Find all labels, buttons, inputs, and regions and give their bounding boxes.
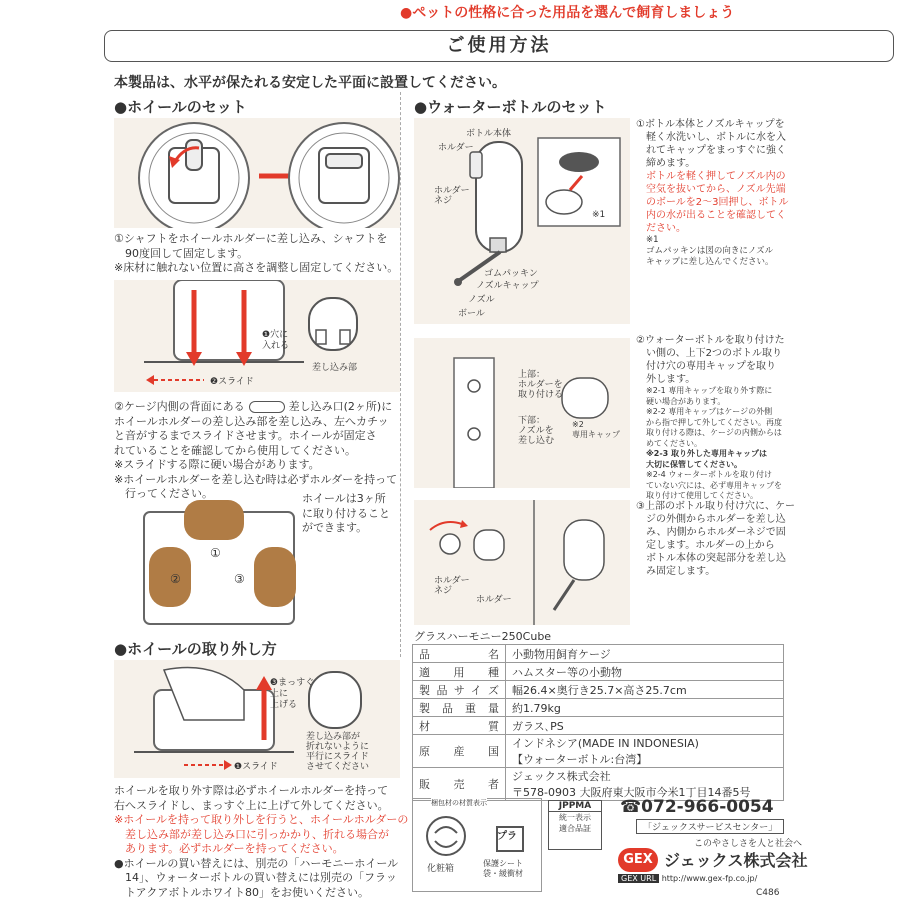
text-line: 外します。 xyxy=(636,374,696,385)
spec-value: ハムスター等の小動物 xyxy=(506,663,784,681)
jppma-badge xyxy=(548,800,602,850)
product-code: C486 xyxy=(756,888,780,898)
label-special-cap: ※2 専用キャップ xyxy=(572,420,620,439)
text-line: 行ってください。 xyxy=(114,487,213,500)
red-line: 空気を抜いてから、ノズル先端 xyxy=(646,184,786,195)
note-line: めてください。 xyxy=(646,438,702,448)
spec-key: 販売者 xyxy=(413,768,506,801)
wheel-remove-heading: ●ホイールの取り外し方 xyxy=(114,640,277,658)
bottle-diagram xyxy=(414,118,630,324)
bottle-step3 xyxy=(636,500,795,578)
warning-line: あります。必ずホルダーを持ってください。 xyxy=(114,842,344,855)
red-line: ボトルを軽く押してノズル内の xyxy=(646,171,786,182)
text-line: ②ケージ内側の背面にある xyxy=(114,400,245,413)
jppma-title: JPPMA xyxy=(549,801,601,812)
label-ball: ボール xyxy=(458,309,485,319)
bottle-step1 xyxy=(636,118,789,268)
plastic-mark: プラ xyxy=(497,831,517,842)
cap-diagram xyxy=(414,338,630,488)
warning-line: ※ホイールを持って取り外しを行うと、ホイールホルダーの xyxy=(114,813,409,826)
telephone-number: ☎072-966-0054 xyxy=(620,797,774,817)
url-text: http://www.gex-fp.co.jp/ xyxy=(661,874,758,883)
wheel-step1 xyxy=(114,232,398,276)
slide-label: ❷スライド xyxy=(210,377,254,387)
label-holder-screw: ホルダー ネジ xyxy=(434,186,470,206)
text-line: 締めます。 xyxy=(636,158,696,169)
lead-text: 本製品は、水平が保たれる安定した平面に設置してください。 xyxy=(114,75,506,91)
up-label: ❸まっすぐ 上に 上げる xyxy=(270,678,315,710)
shaft-illustration xyxy=(114,118,400,228)
position-1: ① xyxy=(210,546,221,560)
note-mark-1: ※1 xyxy=(592,210,606,220)
spec-value: インドネシア(MADE IN INDONESIA) 【ウォーターボトル:台湾】 xyxy=(506,735,784,768)
spec-key: 原産国 xyxy=(413,735,506,768)
red-line: のボールを2～3回押し、ボトル xyxy=(646,197,789,208)
note-line: 硬い場合があります。 xyxy=(646,396,726,406)
label-bottle-body: ボトル本体 xyxy=(466,129,512,139)
note-line: ※2-3 取り外した専用キャップは xyxy=(646,449,768,458)
text-line: ホイールを取り外す際は必ずホイールホルダーを持って xyxy=(114,784,389,797)
text-line: ●ホイールの買い替えには、別売の「ハーモニーホイール xyxy=(114,856,399,870)
text-line: み固定します。 xyxy=(636,566,716,577)
insert-illustration xyxy=(114,280,400,392)
wheel-insert-diagram xyxy=(114,280,400,392)
company-tagline: このやさしさを人と社会へ xyxy=(694,839,803,849)
wheel-set-heading: ●ホイールのセット xyxy=(114,98,247,116)
text-line: 軽く水洗いし、ボトルに水を入 xyxy=(636,132,786,143)
spec-key: 製品サイズ xyxy=(413,681,506,699)
label-upper: 上部： ホルダーを 取り付ける xyxy=(518,370,564,400)
note-line: ※2-4 ウォーターボトルを取り付け xyxy=(646,470,772,479)
label-nozzle-cap: ノズルキャップ xyxy=(476,281,539,291)
text-line: ※床材に触れない位置に高さを調整し固定してください。 xyxy=(114,261,399,274)
material-item-sheet: 保護シート 袋・緩衝材 xyxy=(483,859,523,878)
spec-key: 適用種 xyxy=(413,663,506,681)
spec-value: 幅26.4×奥行き25.7×高さ25.7cm xyxy=(506,681,784,699)
wheel-remove-diagram xyxy=(114,660,400,778)
text-line: ホイールホルダーの差し込み部を差し込み、左へカチッ xyxy=(114,414,389,428)
text-line: ゴムパッキンは図の向きにノズル xyxy=(646,246,774,256)
bottle-set-heading: ●ウォーターボトルのセット xyxy=(414,98,607,116)
spec-key: 製品重量 xyxy=(413,699,506,717)
text-line: キャップに差し込んでください。 xyxy=(646,257,774,267)
label-lower: 下部： ノズルを 差し込む xyxy=(518,416,555,446)
warning-line: 差し込み部が差し込み口に引っかかり、折れる場合が xyxy=(114,827,389,841)
holder-diagram xyxy=(414,500,630,625)
wheel-step2 xyxy=(114,400,397,502)
red-line: 内の水が出ることを確認してく xyxy=(646,210,786,221)
label-holder-screw-2: ホルダー ネジ xyxy=(434,576,470,596)
text-line: れてキャップをまっすぐに強く xyxy=(636,145,786,156)
text-line: い側の、上下2つのボトル取り xyxy=(636,348,782,359)
company-url xyxy=(618,874,757,883)
text-line: 定します。ホルダーの上から xyxy=(636,540,775,551)
spec-value: 約1.79kg xyxy=(506,699,784,717)
remove-slide-label: ❶スライド xyxy=(234,762,278,772)
materials-title: 梱包材の材質表示 xyxy=(431,799,487,807)
text-line: ②ウォーターボトルを取り付けた xyxy=(636,335,785,346)
table-row xyxy=(413,768,784,801)
text-line: と音がするまでスライドさせます。ホイールが固定さ xyxy=(114,429,377,442)
text-line: 差し込み口(2ヶ所)に xyxy=(288,400,393,413)
label-holder: ホルダー xyxy=(438,143,474,153)
text-line: 付け穴の専用キャップを取り xyxy=(636,361,776,372)
table-row xyxy=(413,699,784,717)
text-line: ※ホイールホルダーを差し込む時は必ずホルダーを持って xyxy=(114,472,398,486)
part-label: 差し込み部 xyxy=(312,363,358,373)
holder-illustration xyxy=(414,500,630,625)
note-line: 取り付けて使用してください。 xyxy=(646,491,758,500)
text-line: ①ボトル本体とノズルキャップを xyxy=(636,119,785,130)
text-line: に取り付けること xyxy=(302,506,390,520)
note-line: ※2-2 専用キャップはケージの外側 xyxy=(646,407,773,416)
jppma-line2: 適合品証 xyxy=(559,824,591,833)
text-line: み、内側からホルダーネジで固 xyxy=(636,527,786,538)
remove-note-label: 差し込み部が 折れないように 平行にスライド させてください xyxy=(306,732,370,772)
note-line: から指で押して外してください。再度 xyxy=(646,417,782,427)
recycle-paper-icon xyxy=(423,813,469,859)
position-2: ② xyxy=(170,572,181,586)
text-line: 右へスライドし、まっすぐ上に上げて外してください。 xyxy=(114,798,389,812)
spec-value: 小動物用飼育ケージ xyxy=(506,645,784,663)
text-line: ※スライドする際に硬い場合があります。 xyxy=(114,458,320,471)
label-nozzle: ノズル xyxy=(468,295,495,305)
wheel-positions-diagram xyxy=(114,492,400,627)
table-row xyxy=(413,663,784,681)
text-line: ホイールは3ヶ所 xyxy=(302,492,386,505)
spec-key: 品名 xyxy=(413,645,506,663)
material-item-box: 化粧箱 xyxy=(427,864,455,874)
position-3: ③ xyxy=(234,572,245,586)
text-line: ①シャフトをホイールホルダーに差し込み、シャフトを xyxy=(114,232,388,245)
text-line: れていることを確認してから使用してください。 xyxy=(114,443,356,457)
table-row xyxy=(413,735,784,768)
top-note: ●ペットの性格に合った用品を選んで飼育しましょう xyxy=(400,5,735,21)
text-line: ジの外側からホルダーを差し込 xyxy=(636,514,786,525)
note-line: ※2-1 専用キャップを取り外す際に xyxy=(646,386,773,395)
wheel-remove-text xyxy=(114,784,408,900)
text-line: トアクアボトルホワイト80」をお使いください。 xyxy=(114,885,370,899)
cage-holes-illustration xyxy=(414,338,630,488)
spec-key: 材質 xyxy=(413,717,506,735)
spec-value: ガラス､PS xyxy=(506,717,784,735)
text-line: ボトル本体の突起部分を差し込 xyxy=(636,553,786,564)
insert-label: ❶穴に 入れる xyxy=(262,330,290,351)
text-line: 14」、ウォーターボトルの買い替えには別売の「フラッ xyxy=(114,871,397,884)
note-line: 大切に保管してください。 xyxy=(646,459,742,469)
service-center: 「ジェックスサービスセンター」 xyxy=(636,819,784,834)
text-line: ③上部のボトル取り付け穴に、ケー xyxy=(636,501,795,512)
positions-note xyxy=(302,492,390,536)
bottle-step2 xyxy=(636,334,785,502)
red-line: ださい。 xyxy=(646,223,686,234)
table-row xyxy=(413,645,784,663)
note-line: 取り付ける際は、ケージの内側からは xyxy=(646,428,782,437)
materials-box xyxy=(412,798,542,892)
text-line: 90度回して固定します。 xyxy=(114,246,249,260)
wheel-shaft-diagram xyxy=(114,118,400,228)
url-label: GEX URL xyxy=(618,874,659,883)
spec-table xyxy=(412,644,784,801)
keyhole-icon xyxy=(249,401,285,413)
table-row xyxy=(413,681,784,699)
text-line: ができます。 xyxy=(302,521,368,534)
table-row xyxy=(413,717,784,735)
gex-logo: GEX xyxy=(618,848,658,872)
label-gasket: ゴムパッキン xyxy=(484,269,538,279)
text-line: ※1 xyxy=(646,235,659,245)
page-title: ご使用方法 xyxy=(104,30,894,62)
company-name: ジェックス株式会社 xyxy=(664,851,808,870)
column-divider xyxy=(400,92,401,657)
product-name: グラスハーモニー250Cube xyxy=(414,630,552,643)
spec-value: ジェックス株式会社 〒578-0903 大阪府東大阪市今米1丁目14番5号 xyxy=(506,768,784,801)
label-holder-2: ホルダー xyxy=(476,595,512,605)
note-line: ていない穴には、必ず専用キャップを xyxy=(646,480,782,490)
jppma-line1: 統一表示 xyxy=(559,813,591,822)
